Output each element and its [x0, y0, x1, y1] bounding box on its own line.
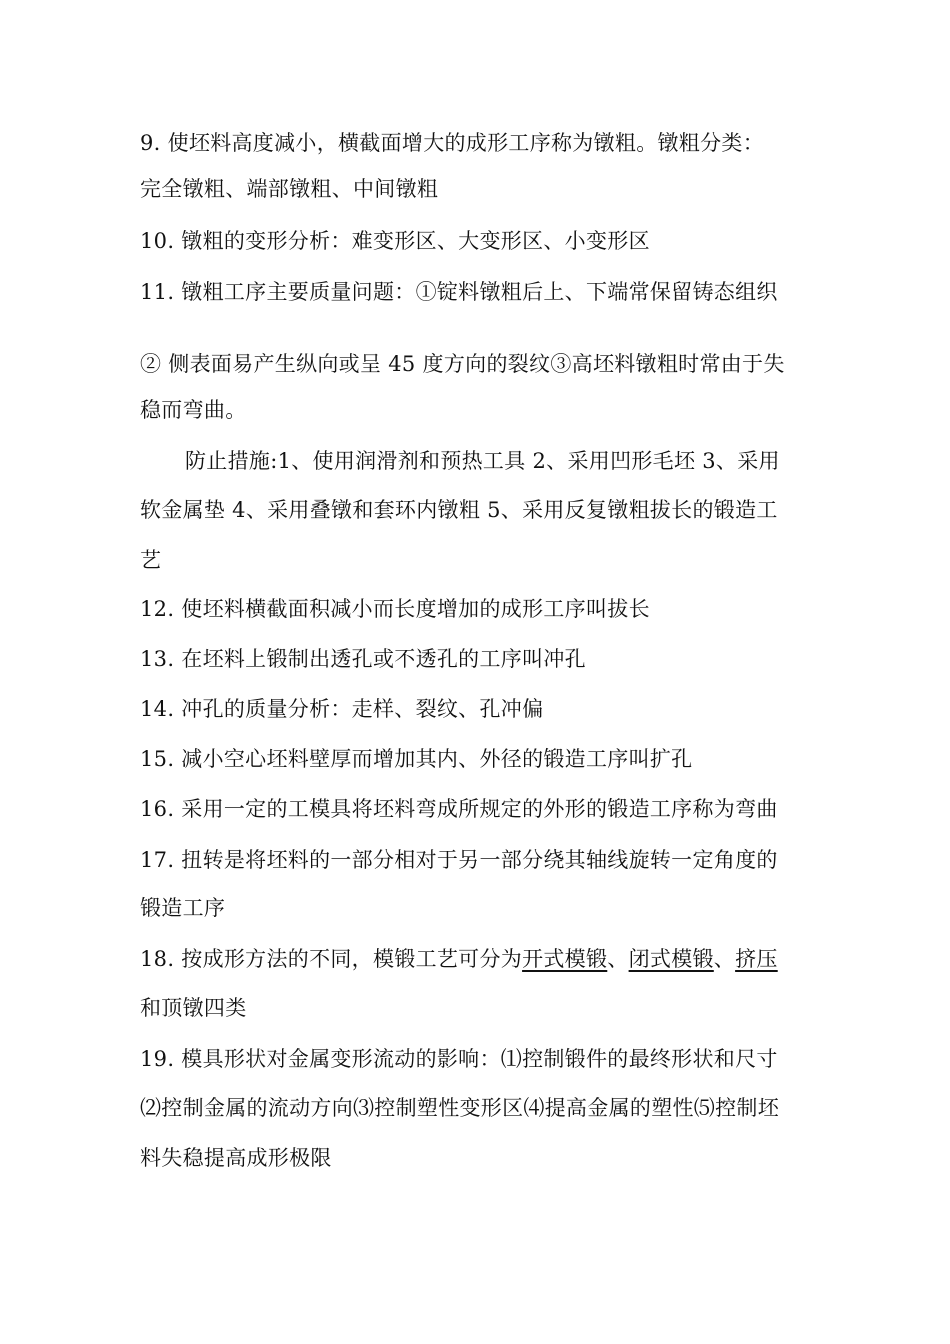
text-line: 艺: [140, 548, 162, 572]
separator: 、: [607, 947, 629, 971]
text-line: 料失稳提高成形极限: [140, 1146, 332, 1170]
text-line: 10. 镦粗的变形分析：难变形区、大变形区、小变形区: [140, 229, 650, 253]
text-line: 17. 扭转是将坯料的一部分相对于另一部分绕其轴线旋转一定角度的: [140, 848, 778, 872]
underlined-term: 闭式模锻: [628, 947, 714, 971]
text-line: 13. 在坯料上锻制出透孔或不透孔的工序叫冲孔: [140, 647, 586, 671]
text-line: 16. 采用一定的工模具将坯料弯成所规定的外形的锻造工序称为弯曲: [140, 797, 778, 821]
text-line: ② 侧表面易产生纵向或呈 45 度方向的裂纹③高坯料镦粗时常由于失: [140, 352, 785, 376]
underlined-term: 挤压: [735, 947, 778, 971]
text-line: ⑵控制金属的流动方向⑶控制塑性变形区⑷提高金属的塑性⑸控制坯: [140, 1096, 779, 1120]
text-line: 软金属垫 4、采用叠镦和套环内镦粗 5、采用反复镦粗拔长的锻造工: [140, 498, 778, 522]
text-line: 锻造工序: [140, 896, 226, 920]
underlined-term: 开式模锻: [522, 947, 608, 971]
text-line-item-18: [140, 944, 778, 974]
text-line: 和顶镦四类: [140, 996, 247, 1020]
item18-prefix: 18. 按成形方法的不同，模锻工艺可分为: [140, 947, 523, 971]
text-line: 11. 镦粗工序主要质量问题：①锭料镦粗后上、下端常保留铸态组织: [140, 280, 778, 304]
text-line: 完全镦粗、端部镦粗、中间镦粗: [140, 177, 439, 201]
text-line: 防止措施:1、使用润滑剂和预热工具 2、采用凹形毛坯 3、采用: [185, 449, 780, 473]
text-line: 19. 模具形状对金属变形流动的影响：⑴控制锻件的最终形状和尺寸: [140, 1047, 778, 1071]
text-line: 14. 冲孔的质量分析：走样、裂纹、孔冲偏: [140, 697, 544, 721]
text-line: 9. 使坯料高度减小，横截面增大的成形工序称为镦粗。镦粗分类：: [140, 131, 765, 155]
text-line: 12. 使坯料横截面积减小而长度增加的成形工序叫拔长: [140, 597, 650, 621]
text-line: 15. 减小空心坯料壁厚而增加其内、外径的锻造工序叫扩孔: [140, 747, 693, 771]
separator: 、: [713, 947, 736, 971]
text-line: 稳而弯曲。: [140, 398, 247, 422]
